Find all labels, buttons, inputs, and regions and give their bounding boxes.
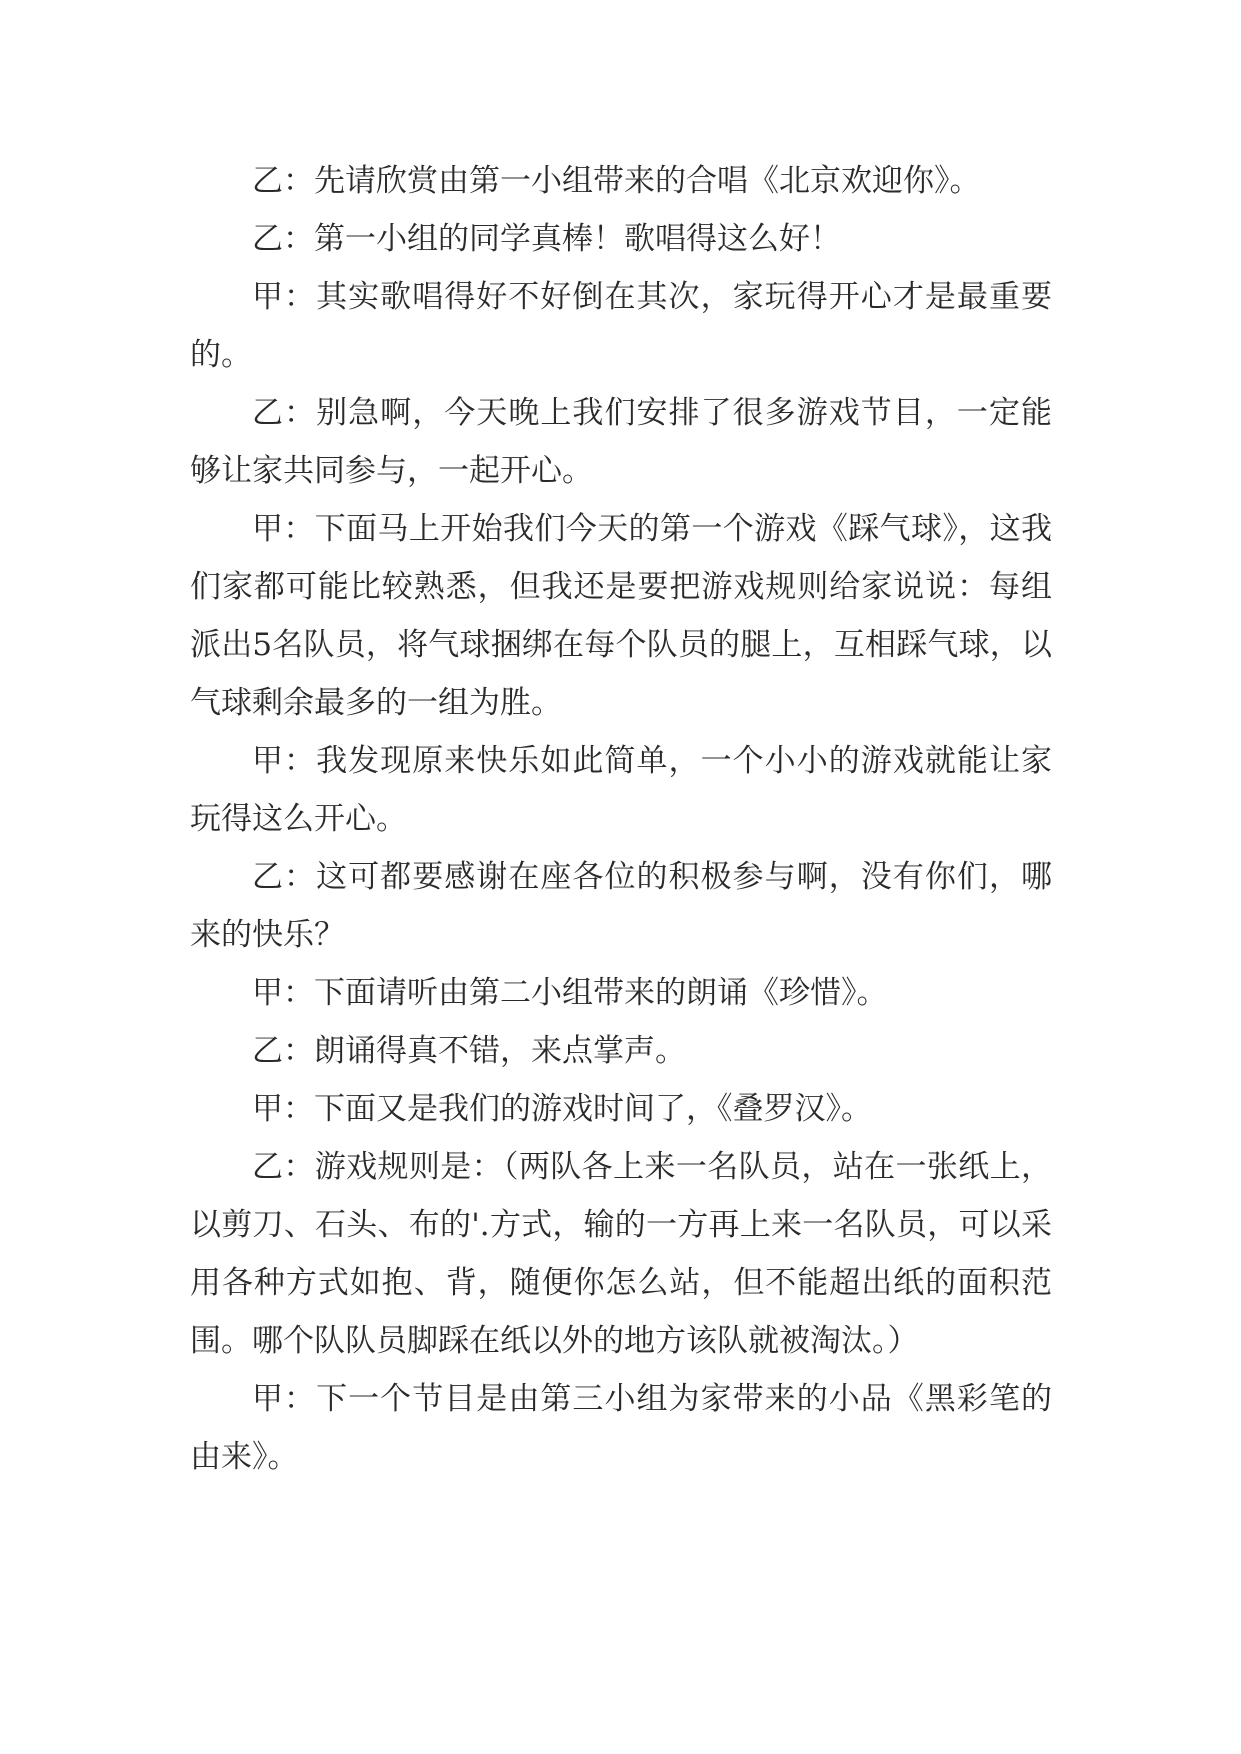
paragraph: 甲：下面又是我们的游戏时间了，《叠罗汉》。 [252, 1091, 872, 1127]
paragraph: 乙：这可都要感谢在座各位的积极参与啊，没有你们，哪来的快乐？ [190, 859, 1052, 953]
paragraph: 乙：第一小组的同学真棒！歌唱得这么好！ [252, 221, 841, 257]
paragraph: 甲：下面请听由第二小组带来的朗诵《珍惜》。 [252, 975, 888, 1011]
paragraph: 乙：先请欣赏由第一小组带来的合唱《北京欢迎你》。 [252, 163, 981, 199]
paragraph: 乙：游戏规则是：（两队各上来一名队员，站在一张纸上，以剪刀、石头、布的'.方式，输的一方再上来一名队员，可以采用各种方式如抱、背，随便你怎么站，但不能超出纸的面积范围。哪个队队员脚踩在纸以外的地方该队就被淘汰。） [190, 1149, 1052, 1359]
paragraph: 乙：朗诵得真不错，来点掌声。 [252, 1033, 686, 1069]
paragraph: 甲：我发现原来快乐如此简单，一个小小的游戏就能让家玩得这么开心。 [190, 743, 1052, 837]
document-body [190, 152, 1052, 1486]
paragraph: 甲：其实歌唱得好不好倒在其次，家玩得开心才是最重要的。 [190, 279, 1052, 373]
paragraph: 甲：下面马上开始我们今天的第一个游戏《踩气球》，这我们家都可能比较熟悉，但我还是要把游戏规则给家说说：每组派出5名队员，将气球捆绑在每个队员的腿上，互相踩气球，以气球剩余最多的一组为胜。 [190, 511, 1052, 721]
paragraph: 甲：下一个节目是由第三小组为家带来的小品《黑彩笔的由来》。 [190, 1381, 1052, 1475]
paragraph: 乙：别急啊，今天晚上我们安排了很多游戏节目，一定能够让家共同参与，一起开心。 [190, 395, 1052, 489]
